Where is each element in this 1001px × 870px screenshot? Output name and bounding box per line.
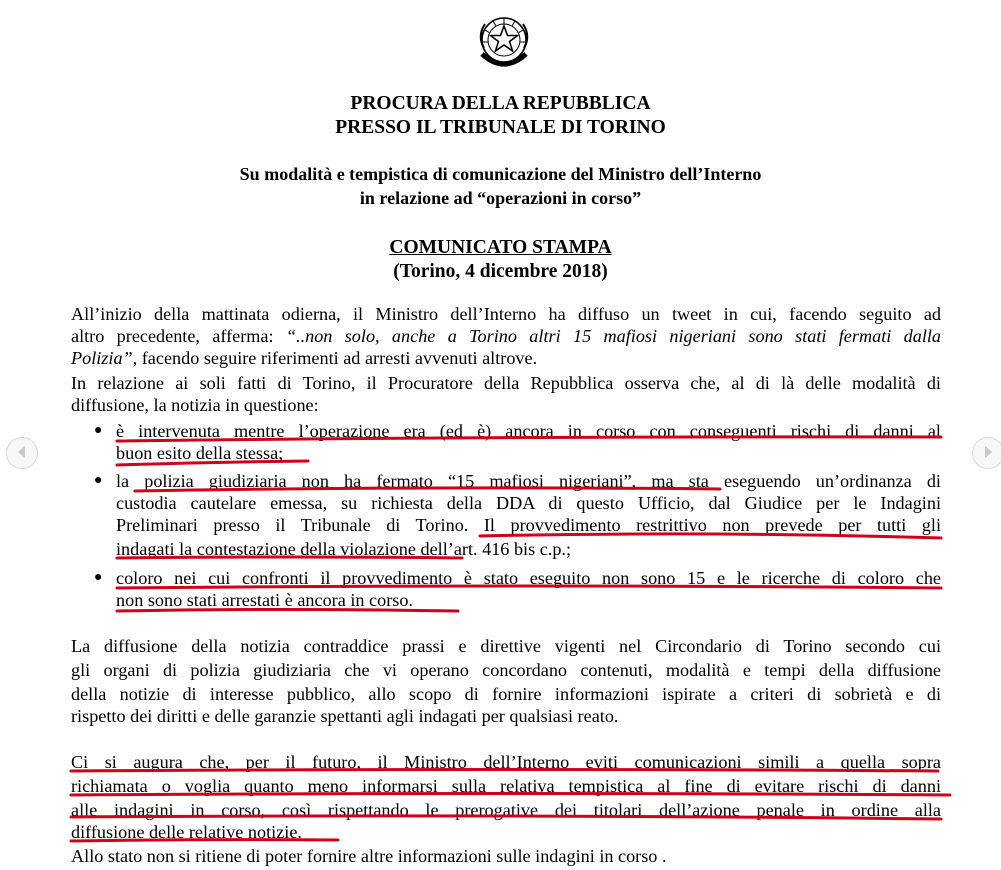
paragraph-1-line-3 <box>71 347 537 369</box>
document-date: (Torino, 4 dicembre 2018) <box>393 261 608 282</box>
paragraph-4-line-4: diffusione delle relative notizie. <box>71 822 302 842</box>
previous-image-button[interactable] <box>6 437 38 469</box>
paragraph-2-line-1: In relazione ai soli fatti di Torino, il Procuratore della Repubblica osserva che, al di là delle modalità di <box>71 373 941 393</box>
paragraph-4-line-2: richiamata o voglia quanto meno informarsi sulla relativa tempistica al fine di evitare rischi di danni <box>71 776 941 796</box>
paragraph-5-line-1: Allo stato non si ritiene di poter fornire altre informazioni sulle indagini in corso . <box>71 846 667 866</box>
text-span: , facendo seguire riferimenti ad arresti avvenuti altrove. <box>132 348 538 368</box>
office-subtitle: PRESSO IL TRIBUNALE DI TORINO <box>335 117 666 138</box>
paragraph-3-line-3: della notizie di interesse pubblico, allo scopo di fornire informazioni ispirate a criteri di sobrietà e di <box>71 684 941 704</box>
subject-line-1: Su modalità e tempistica di comunicazione del Ministro dell’Interno <box>239 164 762 184</box>
bullet-icon: ● <box>94 423 103 438</box>
office-title: PROCURA DELLA REPUBBLICA <box>350 93 651 114</box>
bullet-2-line-3: Preliminari presso il Tribunale di Torino. Il provvedimento restrittivo non prevede per tutti gli <box>116 515 941 535</box>
paragraph-4-line-1: Ci si augura che, per il futuro, il Ministro dell’Interno eviti comunicazioni simili a quella sopra <box>71 752 941 772</box>
paragraph-3-line-4: rispetto dei diritti e delle garanzie spettanti agli indagati per qualsiasi reato. <box>71 706 619 726</box>
bullet-2-line-1: la polizia giudiziaria non ha fermato “15 mafiosi nigeriani”, ma sta eseguendo un’ordinanza di <box>116 471 941 491</box>
paragraph-2-line-2: diffusione, la notizia in questione: <box>71 395 319 415</box>
quote-span: “..non solo, anche a Torino altri 15 mafiosi nigeriani sono stati fermati dalla <box>285 326 942 346</box>
text-span: altro precedente, afferma: <box>71 326 274 346</box>
paragraph-4-line-3: alle indagini in corso, così rispettando le prerogative dei titolari dell’azione penale in ordine alla <box>71 800 941 820</box>
emblem-italian-republic-icon <box>473 8 535 76</box>
bullet-icon: ● <box>94 570 103 585</box>
chevron-right-icon <box>981 445 995 459</box>
document-type: COMUNICATO STAMPA <box>389 237 612 258</box>
next-image-button[interactable] <box>972 437 1001 469</box>
quote-span: Polizia” <box>71 348 133 368</box>
paragraph-3-line-1: La diffusione della notizia contraddice prassi e direttive vigenti nel Circondario di Torino secondo cui <box>71 636 941 656</box>
bullet-3-line-1: coloro nei cui confronti il provvedimento è stato eseguito non sono 15 e le ricerche di coloro che <box>116 568 941 588</box>
paragraph-1-line-2 <box>71 325 941 347</box>
paragraph-3-line-2: gli organi di polizia giudiziaria che vi operano concordano contenuti, modalità e tempi della diffusione <box>71 660 941 680</box>
paragraph-1-line-1: All’inizio della mattinata odierna, il Ministro dell’Interno ha diffuso un tweet in cui, facendo seguito ad <box>71 304 941 324</box>
bullet-2-line-4: indagati la contestazione della violazione dell’art. 416 bis c.p.; <box>116 539 572 559</box>
subject-line-2: in relazione ad “operazioni in corso” <box>359 188 642 208</box>
chevron-left-icon <box>15 445 29 459</box>
bullet-1-line-2: buon esito della stessa; <box>116 443 284 463</box>
bullet-3-line-2: non sono stati arrestati è ancora in corso. <box>116 590 413 610</box>
bullet-icon: ● <box>94 473 103 488</box>
bullet-2-line-2: custodia cautelare emessa, su richiesta della DDA di questo Ufficio, dal Giudice per le Indagini <box>116 493 941 513</box>
bullet-1-line-1: è intervenuta mentre l’operazione era (ed è) ancora in corso con conseguenti rischi di danni al <box>116 421 941 441</box>
document-type-wrap <box>0 235 1001 260</box>
